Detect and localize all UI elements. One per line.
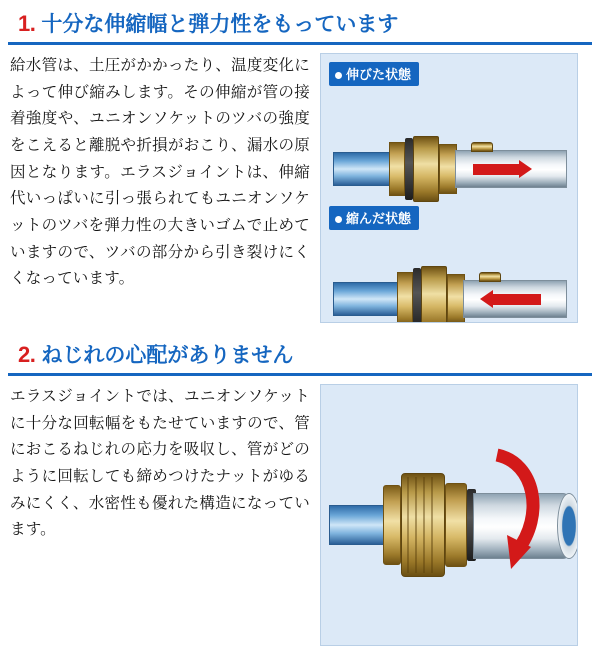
figure-1-arrow-left-head (480, 290, 493, 308)
figure-1-arrow-left-bar (493, 294, 541, 305)
section-1-text-column (10, 53, 310, 323)
figure-2-rotation-arrow-icon (321, 385, 578, 646)
figure-1-panel (320, 53, 578, 323)
figure-1-pipe-left-top (333, 152, 391, 186)
figure-1-cap-detail-bottom (479, 272, 501, 282)
figure-1-label-stretched: 伸びた状態 (329, 62, 419, 86)
section-1-title: 十分な伸縮幅と弾力性をもっています (41, 13, 399, 36)
figure-1-rubber-ring-bottom (413, 268, 421, 323)
section-1-number: 1. (18, 11, 36, 36)
section-2-number: 2. (18, 342, 36, 367)
section-2-heading (8, 339, 592, 376)
section-2-title: ねじれの心配がありません (41, 344, 294, 367)
bullet-dot-icon (335, 72, 342, 79)
section-2-body (0, 376, 600, 646)
figure-1-arrow-right-head (519, 160, 532, 178)
figure-1-pipe-left-bottom (333, 282, 399, 316)
figure-2-panel (320, 384, 578, 646)
figure-1-rubber-ring-top (405, 138, 413, 200)
section-1-paragraph: 給水管は、土圧がかかったり、温度変化によって伸び縮みします。その伸縮が管の接着強度や、ユニオンソケットのツバの強度をこえると離脱や折損がおこり、漏水の原因となります。エラスジョイントは、伸縮代いっぱいに引っ張られてもユニオンソケットのツバを弾力性の大きいゴムで止めていますので、ツバの部分から引き裂けにくくなっています。 (10, 57, 310, 288)
section-2-text-column (10, 384, 310, 646)
figure-1-flange-a-top (389, 142, 405, 196)
figure-1-nut-left-top (413, 136, 439, 202)
bullet-dot-icon (335, 216, 342, 223)
section-1-body (0, 45, 600, 323)
figure-1-cap-detail-top (471, 142, 493, 152)
figure-1-label-compressed: 縮んだ状態 (329, 206, 419, 230)
section-2-paragraph: エラスジョイントでは、ユニオンソケットに十分な回転幅をもたせていますので、管におこるねじれの応力を吸収し、管がどのように回転しても締めつけたナットがゆるみにくく、水密性も優れた構造になっています。 (10, 388, 310, 539)
figure-1-arrow-right-bar (473, 164, 521, 175)
figure-1-flange-a-bottom (397, 272, 413, 323)
figure-1-nut-left-bottom (421, 266, 447, 323)
section-1-heading (8, 8, 592, 45)
